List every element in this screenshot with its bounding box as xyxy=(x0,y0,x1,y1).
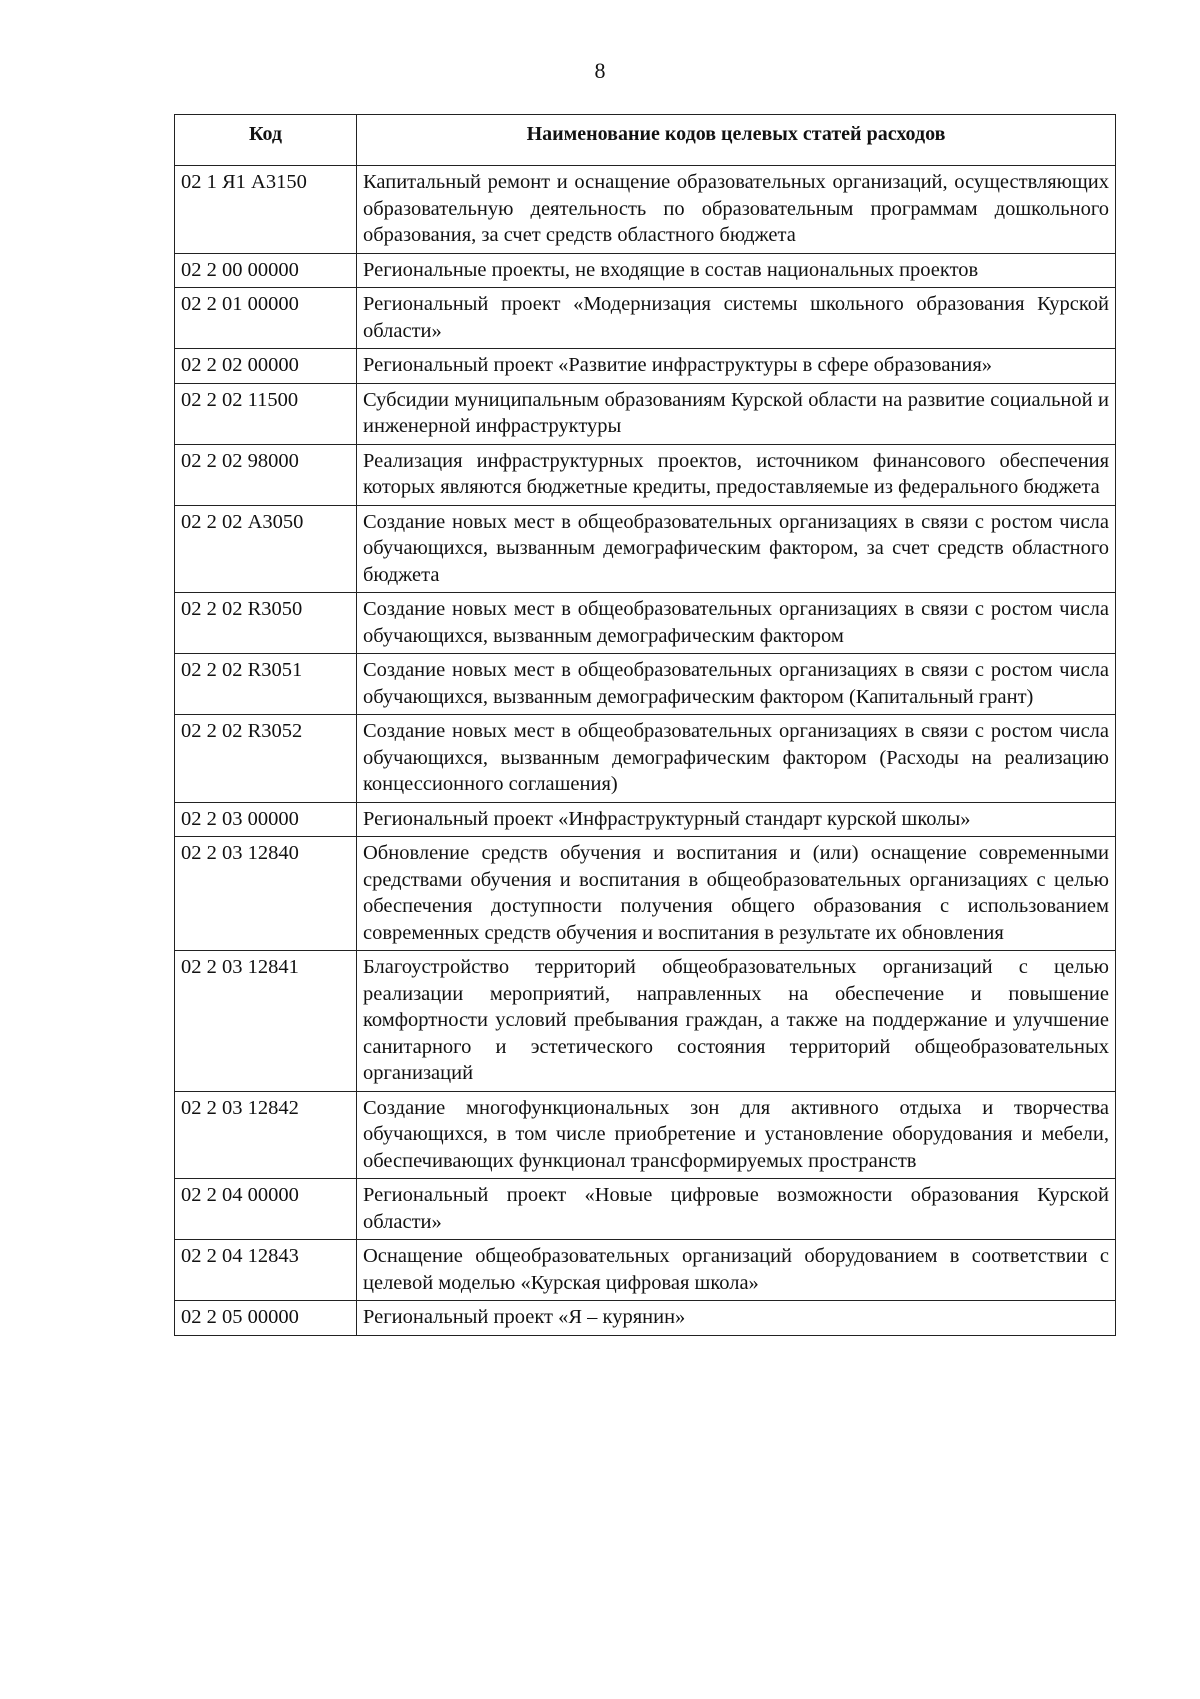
table-row xyxy=(175,654,1116,715)
row-code: 02 2 02 А3050 xyxy=(175,505,357,593)
row-code: 02 2 03 12842 xyxy=(175,1091,357,1179)
row-code: 02 2 02 11500 xyxy=(175,383,357,444)
row-code: 02 2 02 R3051 xyxy=(175,654,357,715)
row-name: Создание новых мест в общеобразовательных организациях в связи с ростом числа обучающихся, вызванным демографическим фактором, за счет средств областного бюджета xyxy=(357,505,1116,593)
table-row xyxy=(175,444,1116,505)
row-name: Региональный проект «Модернизация системы школьного образования Курской области» xyxy=(357,288,1116,349)
row-name: Региональный проект «Развитие инфраструктуры в сфере образования» xyxy=(357,349,1116,384)
table-row xyxy=(175,288,1116,349)
row-name: Создание многофункциональных зон для активного отдыха и творчества обучающихся, в том числе приобретение и установление оборудования и мебели, обеспечивающих функционал трансформируемых пространств xyxy=(357,1091,1116,1179)
table-row xyxy=(175,349,1116,384)
row-code: 02 2 02 R3050 xyxy=(175,593,357,654)
header-name: Наименование кодов целевых статей расходов xyxy=(357,115,1116,166)
row-name: Региональный проект «Инфраструктурный стандарт курской школы» xyxy=(357,802,1116,837)
table-row xyxy=(175,505,1116,593)
row-name: Субсидии муниципальным образованиям Курской области на развитие социальной и инженерной инфраструктуры xyxy=(357,383,1116,444)
table-body xyxy=(175,166,1116,1336)
row-name: Оснащение общеобразовательных организаций оборудованием в соответствии с целевой моделью «Курская цифровая школа» xyxy=(357,1240,1116,1301)
table-row xyxy=(175,383,1116,444)
row-name: Региональный проект «Я – курянин» xyxy=(357,1301,1116,1336)
row-name: Региональные проекты, не входящие в состав национальных проектов xyxy=(357,253,1116,288)
row-name: Обновление средств обучения и воспитания и (или) оснащение современными средствами обучения и воспитания в общеобразовательных организациях с целью обеспечения доступности получения общего образования с использованием современных средств обучения и воспитания в результате их обновления xyxy=(357,837,1116,951)
row-name: Капитальный ремонт и оснащение образовательных организаций, осуществляющих образовательную деятельность по образовательным программам дошкольного образования, за счет средств областного бюджета xyxy=(357,166,1116,254)
row-code: 02 2 02 00000 xyxy=(175,349,357,384)
expense-codes-table xyxy=(174,114,1116,1336)
row-code: 02 2 00 00000 xyxy=(175,253,357,288)
table-row xyxy=(175,593,1116,654)
row-code: 02 1 Я1 А3150 xyxy=(175,166,357,254)
row-code: 02 2 04 00000 xyxy=(175,1179,357,1240)
row-name: Создание новых мест в общеобразовательных организациях в связи с ростом числа обучающихся, вызванным демографическим фактором (Расходы на реализацию концессионного соглашения) xyxy=(357,715,1116,803)
table-row xyxy=(175,166,1116,254)
table-row xyxy=(175,951,1116,1092)
header-code: Код xyxy=(175,115,357,166)
table-row xyxy=(175,802,1116,837)
table-row xyxy=(175,837,1116,951)
row-code: 02 2 02 98000 xyxy=(175,444,357,505)
row-code: 02 2 03 00000 xyxy=(175,802,357,837)
table-row xyxy=(175,715,1116,803)
row-code: 02 2 03 12841 xyxy=(175,951,357,1092)
row-code: 02 2 03 12840 xyxy=(175,837,357,951)
table-row xyxy=(175,1301,1116,1336)
row-code: 02 2 02 R3052 xyxy=(175,715,357,803)
row-name: Реализация инфраструктурных проектов, источником финансового обеспечения которых являются бюджетные кредиты, предоставляемые из федерального бюджета xyxy=(357,444,1116,505)
row-name: Создание новых мест в общеобразовательных организациях в связи с ростом числа обучающихся, вызванным демографическим фактором xyxy=(357,593,1116,654)
row-code: 02 2 05 00000 xyxy=(175,1301,357,1336)
table-header-row xyxy=(175,115,1116,166)
page-number: 8 xyxy=(594,58,606,83)
table-row xyxy=(175,1091,1116,1179)
row-name: Благоустройство территорий общеобразовательных организаций с целью реализации мероприятий, направленных на обеспечение и повышение комфортности условий пребывания граждан, а также на поддержание и улучшение санитарного и эстетического состояния территорий общеобразовательных организаций xyxy=(357,951,1116,1092)
table-row xyxy=(175,1240,1116,1301)
row-code: 02 2 04 12843 xyxy=(175,1240,357,1301)
row-name: Создание новых мест в общеобразовательных организациях в связи с ростом числа обучающихся, вызванным демографическим фактором (Капитальный грант) xyxy=(357,654,1116,715)
row-code: 02 2 01 00000 xyxy=(175,288,357,349)
table-row xyxy=(175,1179,1116,1240)
table-row xyxy=(175,253,1116,288)
row-name: Региональный проект «Новые цифровые возможности образования Курской области» xyxy=(357,1179,1116,1240)
